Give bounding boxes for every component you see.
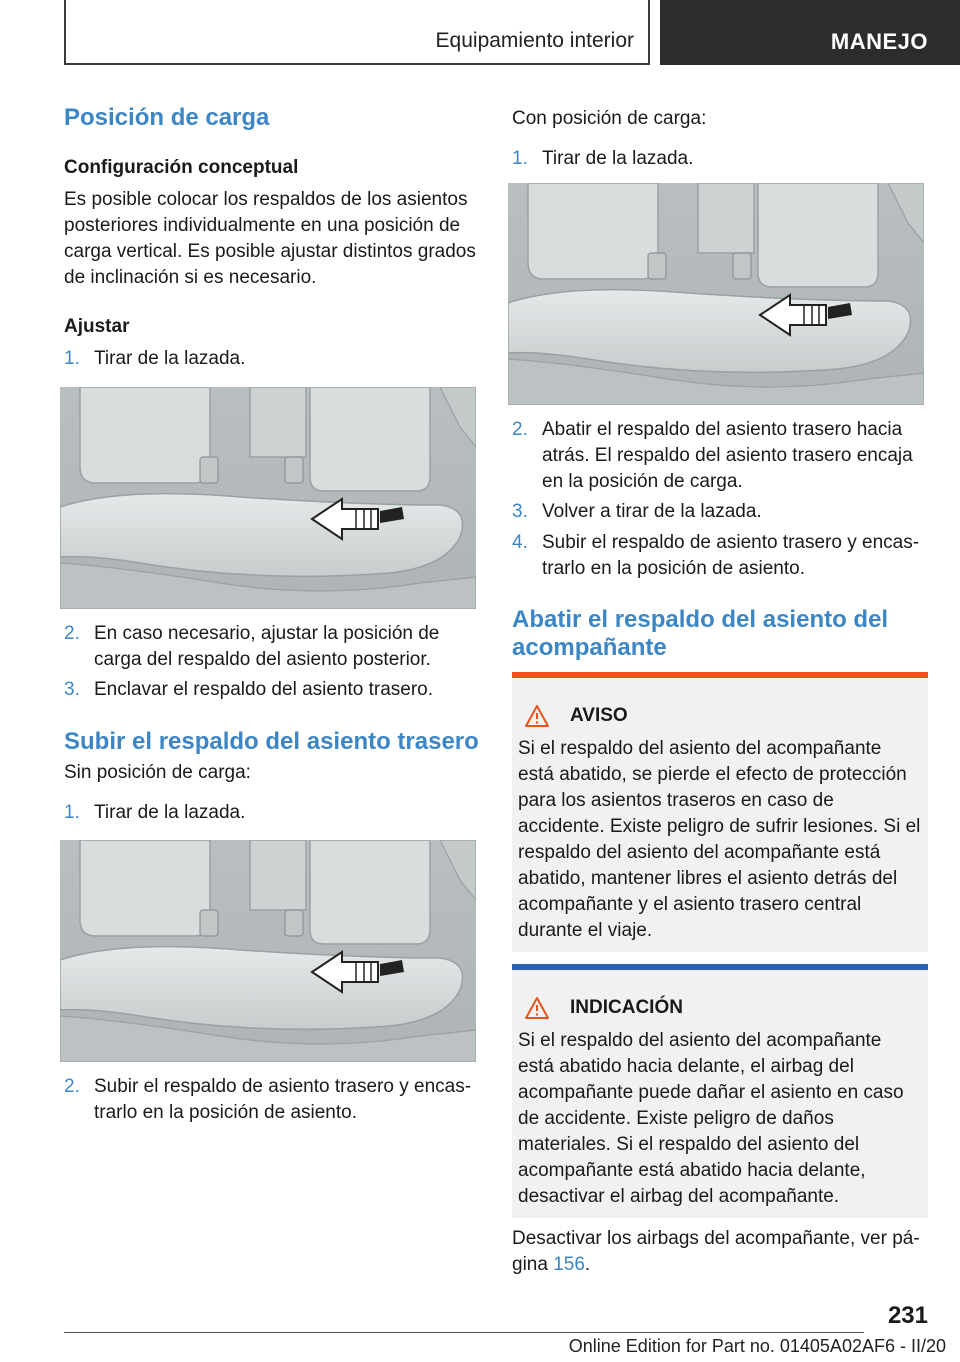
- step-number: 3.: [512, 501, 528, 522]
- step-text: Volver a tirar de la lazada.: [542, 501, 762, 522]
- step-number: 2.: [64, 1076, 80, 1097]
- step-number: 4.: [512, 532, 528, 553]
- raise-step-1: [64, 800, 476, 826]
- step-text: Enclavar el respaldo del asiento trasero.: [94, 679, 434, 700]
- step-number: 1.: [64, 348, 80, 369]
- page-reference-link[interactable]: 156: [553, 1254, 585, 1275]
- step-text: Tirar de la lazada.: [94, 802, 246, 823]
- closing-end: .: [584, 1254, 591, 1275]
- page-number: 231: [887, 1302, 928, 1329]
- loaded-step-4: [512, 530, 928, 582]
- seat-strap-image-2: [60, 840, 476, 1062]
- adjust-step-1: [64, 346, 476, 372]
- warning-text: Si el respaldo del asiento del acompañante está abatido, se pierde el efecto de protección para los asientos traseros en caso de accidente. Existe peligro de sufrir lesiones. Si el respaldo del asiento del acompañante está abatido, mantener libres el asiento detrás del acompañante y el asiento trasero central durante el viaje.: [518, 738, 921, 941]
- warning-triangle-icon: [524, 996, 550, 1020]
- warning-triangle-icon: [524, 704, 550, 728]
- header-chapter-tab[interactable]: [660, 0, 960, 65]
- seat-strap-image-1: [60, 387, 476, 609]
- warning-title: AVISO: [570, 705, 628, 726]
- info-title: INDICACIÓN: [570, 997, 683, 1018]
- step-number: 2.: [512, 419, 528, 440]
- info-notice: [512, 964, 928, 1218]
- footer-divider: [64, 1332, 864, 1333]
- warning-header: [512, 678, 928, 728]
- step-number: 1.: [512, 148, 528, 169]
- info-text: Si el respaldo del asiento del acompañante está abatido hacia delante, el airbag del acompañante puede dañar el asiento en caso de accidente. Existe peligro de daños materiales. Si el respaldo del asiento del acompañante está abatido hacia delante, desactivar el airbag del acompañante.: [518, 1030, 904, 1207]
- loaded-step-2: [512, 417, 928, 495]
- step-text: Tirar de la lazada.: [94, 348, 246, 369]
- warning-notice: [512, 672, 928, 952]
- header-section-title: Equipamiento interior: [435, 29, 634, 52]
- step-text: En caso necesario, ajustar la posición de carga del respaldo del asiento posterior.: [94, 623, 440, 670]
- step-number: 1.: [64, 802, 80, 823]
- concept-heading: Configuración conceptual: [64, 157, 299, 178]
- step-text: Subir el respaldo de asiento trasero y encastrarlo en la posición de asiento.: [94, 1076, 472, 1123]
- loaded-step-1: [512, 146, 928, 172]
- section-title-fold-passenger-backrest: Abatir el respaldo del asiento del acompañante: [512, 606, 889, 661]
- adjust-step-2: [64, 621, 476, 673]
- seat-strap-image-3: [508, 183, 924, 405]
- concept-text: Es posible colocar los respaldos de los asientos posteriores individualmente en una posición de carga vertical. Es posible ajustar distintos grados de inclinación si es necesario.: [64, 189, 476, 288]
- step-number: 3.: [64, 679, 80, 700]
- step-text: Abatir el respaldo del asiento trasero hacia atrás. El respaldo del asiento trasero encaja en la posición de carga.: [542, 419, 913, 492]
- closing-paragraph: [512, 1226, 928, 1278]
- info-header: [512, 970, 928, 1020]
- raise-step-2: [64, 1074, 476, 1126]
- step-number: 2.: [64, 623, 80, 644]
- header-section-box: [64, 0, 650, 65]
- loaded-intro: Con posición de carga:: [512, 108, 707, 129]
- header-chapter-title: MANEJO: [830, 29, 928, 54]
- loaded-step-3: [512, 499, 928, 525]
- closing-text: Desactivar los airbags del acompañante, ver página: [512, 1228, 920, 1275]
- adjust-heading: Ajustar: [64, 316, 130, 337]
- section-title-loading-position: Posición de carga: [64, 104, 270, 131]
- section-title-raise-backrest: Subir el respaldo del asiento trasero: [64, 728, 479, 755]
- step-text: Subir el respaldo de asiento trasero y encastrarlo en la posición de asiento.: [542, 532, 920, 579]
- step-text: Tirar de la lazada.: [542, 148, 694, 169]
- raise-intro: Sin posición de carga:: [64, 762, 251, 783]
- footer-edition: Online Edition for Part no. 01405A02AF6 - II/20: [568, 1336, 946, 1356]
- adjust-step-3: [64, 677, 476, 703]
